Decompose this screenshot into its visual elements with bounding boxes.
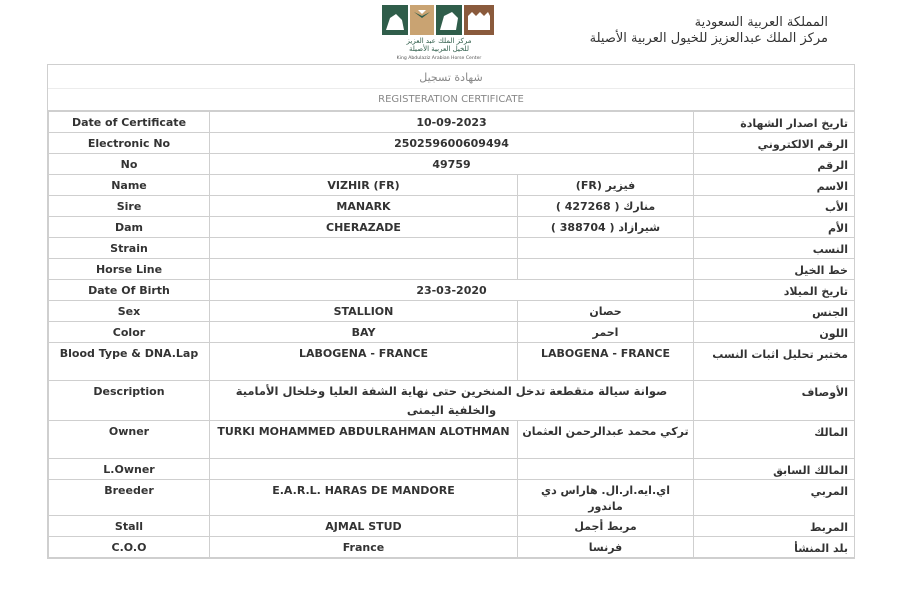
label-ar: الرقم xyxy=(694,154,855,175)
label-en: Breeder xyxy=(49,480,210,516)
label-en: Date Of Birth xyxy=(49,280,210,301)
value-ar: LABOGENA - FRANCE xyxy=(518,343,694,381)
row-stall xyxy=(49,516,855,537)
label-en: L.Owner xyxy=(49,459,210,480)
label-ar: تاريخ الميلاد xyxy=(694,280,855,301)
label-ar: الاسم xyxy=(694,175,855,196)
svg-text:King Abdulaziz Arabian Horse C: King Abdulaziz Arabian Horse Center xyxy=(396,56,482,61)
label-en: No xyxy=(49,154,210,175)
label-ar: بلد المنشأ xyxy=(694,537,855,558)
certificate-table xyxy=(48,111,855,558)
row-date-of-birth xyxy=(49,280,855,301)
value-en: VIZHIR (FR) xyxy=(210,175,518,196)
value-ar xyxy=(518,238,694,259)
row-no xyxy=(49,154,855,175)
label-en: Description xyxy=(49,381,210,421)
label-en: C.O.O xyxy=(49,537,210,558)
row-date-certificate xyxy=(49,112,855,133)
value-en xyxy=(210,238,518,259)
label-en: Owner xyxy=(49,421,210,459)
value-ar: فرنسا xyxy=(518,537,694,558)
label-en: Stall xyxy=(49,516,210,537)
value-ar: منارك ( 427268 ) xyxy=(518,196,694,217)
value-ar xyxy=(518,259,694,280)
row-electronic-no xyxy=(49,133,855,154)
country-title: المملكة العربية السعودية xyxy=(694,15,828,30)
row-horse-line xyxy=(49,259,855,280)
label-ar: المربي xyxy=(694,480,855,516)
label-ar: الجنس xyxy=(694,301,855,322)
label-en: Sire xyxy=(49,196,210,217)
value-en: E.A.R.L. HARAS DE MANDORE xyxy=(210,480,518,516)
label-ar: الأوصاف xyxy=(694,381,855,421)
row-color xyxy=(49,322,855,343)
label-ar: المربط xyxy=(694,516,855,537)
label-en: Blood Type & DNA.Lap xyxy=(49,343,210,381)
value-en xyxy=(210,459,518,480)
label-en: Electronic No xyxy=(49,133,210,154)
value-ar: حصان xyxy=(518,301,694,322)
label-en: Strain xyxy=(49,238,210,259)
value-ar: اي.ايه.ار.ال. هاراس دي ماندور xyxy=(518,480,694,516)
value-en: France xyxy=(210,537,518,558)
row-name xyxy=(49,175,855,196)
value-ar: فيزير (FR) xyxy=(518,175,694,196)
label-en: Color xyxy=(49,322,210,343)
value: صوانة سيالة متقطعة تدخل المنخرين حتى نهاية الشفة العليا وخلخال الأمامية والخلفية اليمنى xyxy=(210,381,694,421)
value: 23-03-2020 xyxy=(210,280,694,301)
value-en: CHERAZADE xyxy=(210,217,518,238)
value-ar: احمر xyxy=(518,322,694,343)
label-en: Horse Line xyxy=(49,259,210,280)
row-last-owner xyxy=(49,459,855,480)
kaahc-logo xyxy=(378,4,500,62)
value: 49759 xyxy=(210,154,694,175)
label-ar: اللون xyxy=(694,322,855,343)
label-ar: خط الخيل xyxy=(694,259,855,280)
row-blood-type xyxy=(49,343,855,381)
label-ar: تاريخ اصدار الشهادة xyxy=(694,112,855,133)
label-en: Name xyxy=(49,175,210,196)
row-description xyxy=(49,381,855,421)
certificate-title-en: REGISTERATION CERTIFICATE xyxy=(48,89,854,111)
row-coo xyxy=(49,537,855,558)
label-ar: الرقم الالكتروني xyxy=(694,133,855,154)
value-ar: شيرازاد ( 388704 ) xyxy=(518,217,694,238)
row-strain xyxy=(49,238,855,259)
value: 250259600609494 xyxy=(210,133,694,154)
value-en: BAY xyxy=(210,322,518,343)
center-title: مركز الملك عبدالعزيز للخيول العربية الأصيلة xyxy=(589,31,828,46)
value-ar xyxy=(518,459,694,480)
row-sire xyxy=(49,196,855,217)
row-sex xyxy=(49,301,855,322)
value: 10-09-2023 xyxy=(210,112,694,133)
value-en: TURKI MOHAMMED ABDULRAHMAN ALOTHMAN xyxy=(210,421,518,459)
label-ar: الأم xyxy=(694,217,855,238)
svg-text:للخيل العربية الأصيلة: للخيل العربية الأصيلة xyxy=(408,45,470,53)
logo-emblem-icon xyxy=(382,5,494,35)
row-breeder xyxy=(49,480,855,516)
label-ar: المالك xyxy=(694,421,855,459)
label-ar: النسب xyxy=(694,238,855,259)
label-en: Sex xyxy=(49,301,210,322)
svg-text:مركز الملك عبد العزيز: مركز الملك عبد العزيز xyxy=(406,37,472,45)
value-en: LABOGENA - FRANCE xyxy=(210,343,518,381)
value-ar: مربط أجمل xyxy=(518,516,694,537)
value-en: MANARK xyxy=(210,196,518,217)
registration-certificate xyxy=(47,64,855,559)
certificate-title-ar: شهادة تسجيل xyxy=(48,67,854,89)
row-dam xyxy=(49,217,855,238)
label-ar: مختبر تحليل اثبات النسب xyxy=(694,343,855,381)
value-en: AJMAL STUD xyxy=(210,516,518,537)
label-ar: الأب xyxy=(694,196,855,217)
value-en: STALLION xyxy=(210,301,518,322)
value-en xyxy=(210,259,518,280)
label-en: Date of Certificate xyxy=(49,112,210,133)
value-ar: تركي محمد عبدالرحمن العثمان xyxy=(518,421,694,459)
row-owner xyxy=(49,421,855,459)
certificate-header xyxy=(0,0,900,64)
label-en: Dam xyxy=(49,217,210,238)
label-ar: المالك السابق xyxy=(694,459,855,480)
